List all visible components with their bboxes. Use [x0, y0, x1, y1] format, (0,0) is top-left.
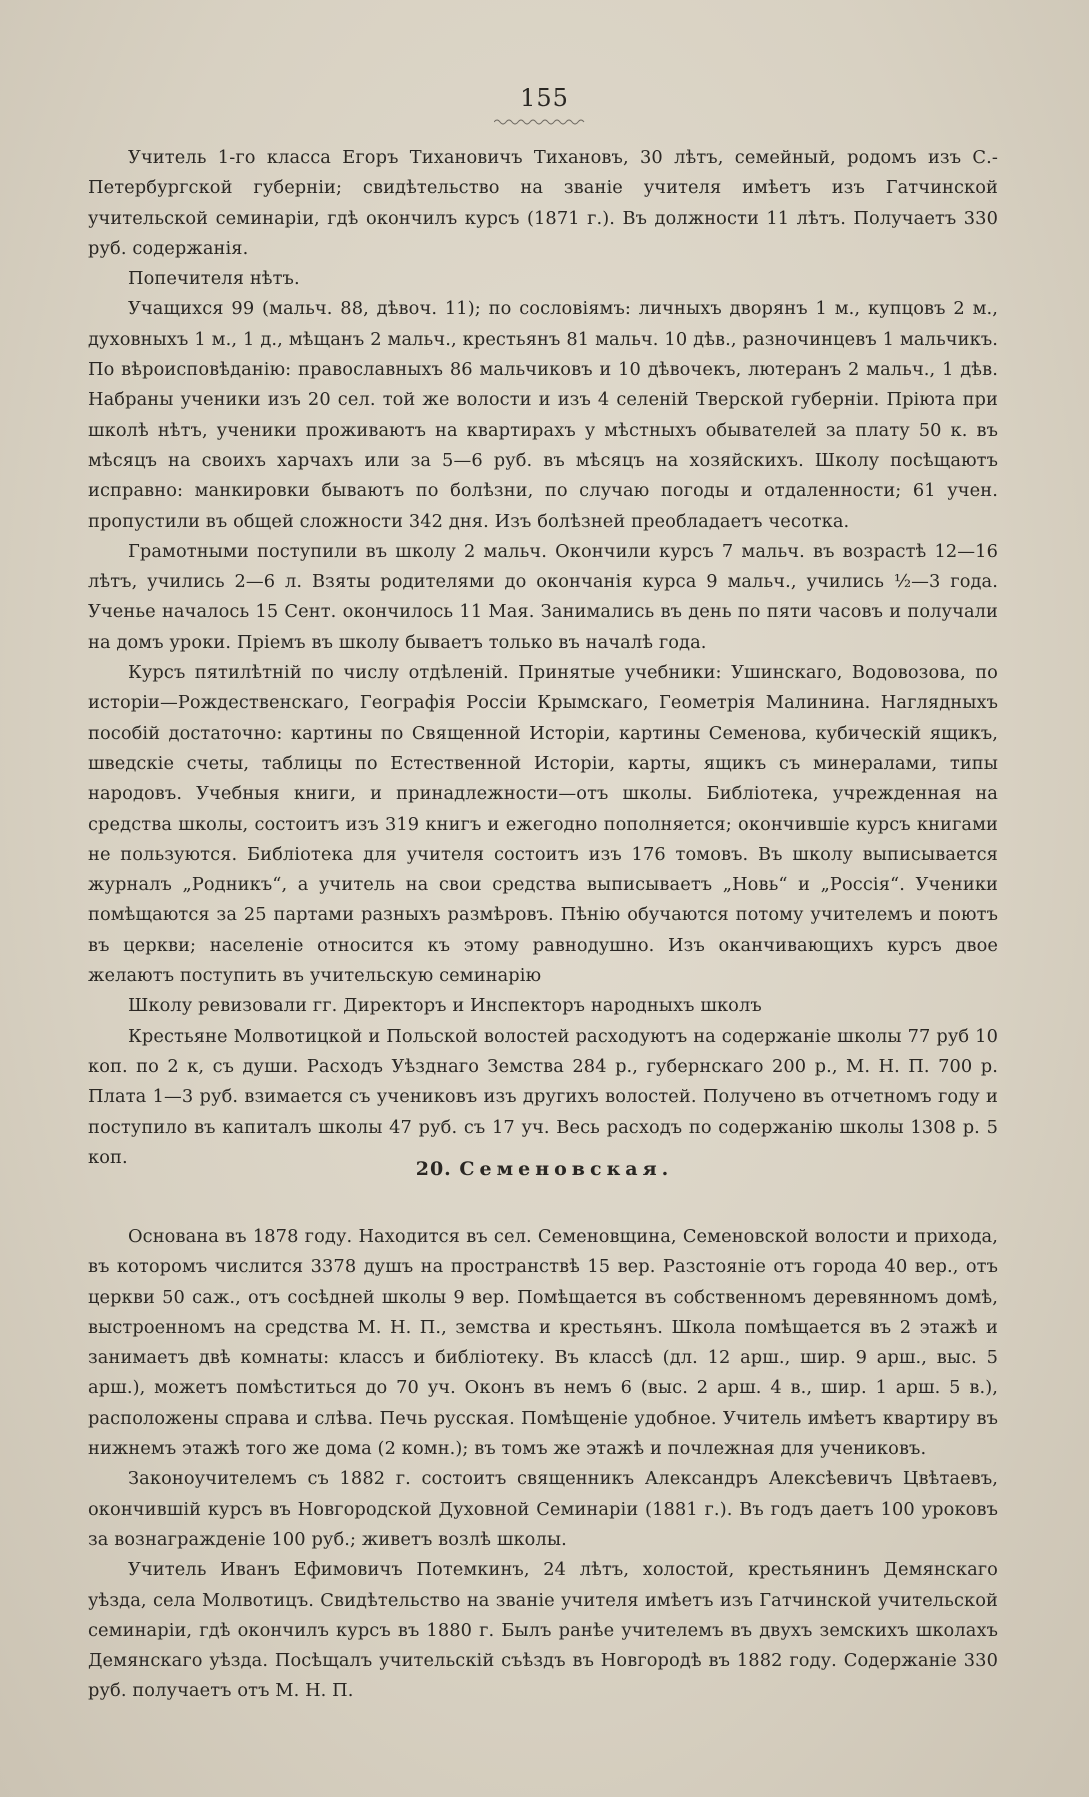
paragraph-pupils: Учащихся 99 (мальч. 88, дѣвоч. 11); по сословіямъ: личныхъ дворянъ 1 м., купцовъ 2 м., духовныхъ 1 м., 1 д., мѣщанъ 2 мальч., крестьянъ 81 мальч. 10 дѣв., разночинцевъ 1 мальчикъ. По вѣроисповѣданію: православныхъ 86 мальчиковъ и 10 дѣвочекъ, лютеранъ 2 мальч., 1 дѣв. Набраны ученики изъ 20 сел. той же волости и изъ 4 селеній Тверской губерніи. Пріюта при школѣ нѣтъ, ученики проживаютъ на квартирахъ у мѣстныхъ обывателей за плату 50 к. въ мѣсяцъ на своихъ харчахъ или за 5—6 руб. въ мѣсяцъ на хозяйскихъ. Школу посѣщаютъ исправно: манкировки бываютъ по болѣзни, по случаю погоды и отдаленности; 61 учен. пропустили въ общей сложности 342 дня. Изъ болѣзней преобладаетъ чесотка.	[88, 298, 998, 532]
paragraph-trustee: Попечителя нѣтъ.	[128, 268, 300, 290]
section-heading	[0, 1158, 1089, 1180]
section-number: 20.	[415, 1158, 452, 1180]
paragraph-teacher: Учитель 1-го класса Егоръ Тихановичъ Тихановъ, 30 лѣтъ, семейный, родомъ изъ С.-Петербургской губерніи; свидѣтельство на званіе учителя имѣетъ изъ Гатчинской учительской семинаріи, гдѣ окончилъ курсъ (1871 г.). Въ должности 11 лѣтъ. Получаетъ 330 руб. содержанія.	[88, 147, 998, 259]
paragraph-literacy: Грамотными поступили въ школу 2 мальч. Окончили курсъ 7 мальч. въ возрастѣ 12—16 лѣтъ, учились 2—6 л. Взяты родителями до окончанія курса 9 мальч., учились ½—3 года. Ученье началось 15 Сент. окончилось 11 Мая. Занимались въ день по пяти часовъ и получали на домъ уроки. Пріемъ въ школу бываетъ только въ началѣ года.	[88, 540, 998, 653]
page-number: 155	[520, 84, 569, 112]
paragraph-law-teacher: Законоучителемъ съ 1882 г. состоитъ священникъ Александръ Алексѣевичъ Цвѣтаевъ, окончившій курсъ въ Новгородской Духовной Семинаріи (1881 г.). Въ годъ даетъ 100 уроковъ за вознагражденіе 100 руб.; живетъ возлѣ школы.	[88, 1468, 998, 1550]
paragraph-teacher: Учитель Иванъ Ефимовичъ Потемкинъ, 24 лѣтъ, холостой, крестьянинъ Демянскаго уѣзда, села Молвотицъ. Свидѣтельство на званіе учителя имѣетъ изъ Гатчинской учительской семинаріи, гдѣ окончилъ курсъ въ 1880 г. Былъ ранѣе учителемъ въ двухъ земскихъ школахъ Демянскаго уѣзда. Посѣщалъ учительскій съѣздъ въ Новгородѣ въ 1882 году. Содержаніе 330 руб. получаетъ отъ М. Н. П.	[88, 1559, 998, 1702]
paragraph-expenses: Крестьяне Молвотицкой и Польской волостей расходуютъ на содержаніе школы 77 руб 10 коп. по 2 к, съ души. Расходъ Уѣзднаго Земства 284 р., губернскаго 200 р., М. Н. П. 700 р. Плата 1—3 руб. взимается съ учениковъ изъ другихъ волостей. Получено въ отчетномъ году и поступило въ капиталъ школы 47 руб. съ 17 уч. Весь расходъ по содержанію школы 1308 р. 5 коп.	[88, 1025, 998, 1168]
semenovskaya-section	[88, 1222, 998, 1707]
paragraph-founding: Основана въ 1878 году. Находится въ сел. Семеновщина, Семеновской волости и прихода, въ которомъ числится 3378 душъ на пространствѣ 15 вер. Разстояніе отъ города 40 вер., отъ церкви 50 саж., отъ сосѣдней школы 9 вер. Помѣщается въ собственномъ деревянномъ домѣ, выстроенномъ на средства М. Н. П., земства и крестьянъ. Школа помѣщается въ 2 этажѣ и занимаетъ двѣ комнаты: классъ и библіотеку. Въ классѣ (дл. 12 арш., шир. 9 арш., выс. 5 арш.), можетъ помѣститься до 70 уч. Оконъ въ немъ 6 (выс. 2 арш. 4 в., шир. 1 арш. 5 в.), расположены справа и слѣва. Печь русская. Помѣщеніе удобное. Учитель имѣетъ квартиру въ нижнемъ этажѣ того же дома (2 комн.); въ томъ же этажѣ и почлежная для учениковъ.	[88, 1226, 998, 1460]
paragraph-course: Курсъ пятилѣтній по числу отдѣленій. Принятые учебники: Ушинскаго, Водовозова, по исторіи—Рождественскаго, Географія Россіи Крымскаго, Геометрія Малинина. Наглядныхъ пособій достаточно: картины по Священной Исторіи, картины Семенова, кубическій ящикъ, шведскіе счеты, таблицы по Естественной Исторіи, карты, ящикъ съ минералами, типы народовъ. Учебныя книги, и принадлежности—отъ школы. Библіотека, учрежденная на средства школы, состоитъ изъ 319 книгъ и ежегодно пополняется; окончившіе курсъ книгами не пользуются. Библіотека для учителя состоитъ изъ 176 томовъ. Въ школу выписывается журналъ „Родникъ“, а учитель на свои средства выписываетъ „Новь“ и „Россія“. Ученики помѣщаются за 25 партами разныхъ размѣровъ. Пѣнію обучаются потому учителемъ и поютъ въ церкви; населеніе относится къ этому равнодушно. Изъ оканчивающихъ курсъ двое желаютъ поступить въ учительскую семинарію	[88, 662, 998, 987]
page-number-ornament	[494, 118, 586, 126]
paragraph-inspection: Школу ревизовали гг. Директоръ и Инспекторъ народныхъ школъ	[128, 995, 762, 1017]
previous-school-section	[88, 143, 998, 1173]
section-title: Семеновская.	[459, 1158, 674, 1180]
